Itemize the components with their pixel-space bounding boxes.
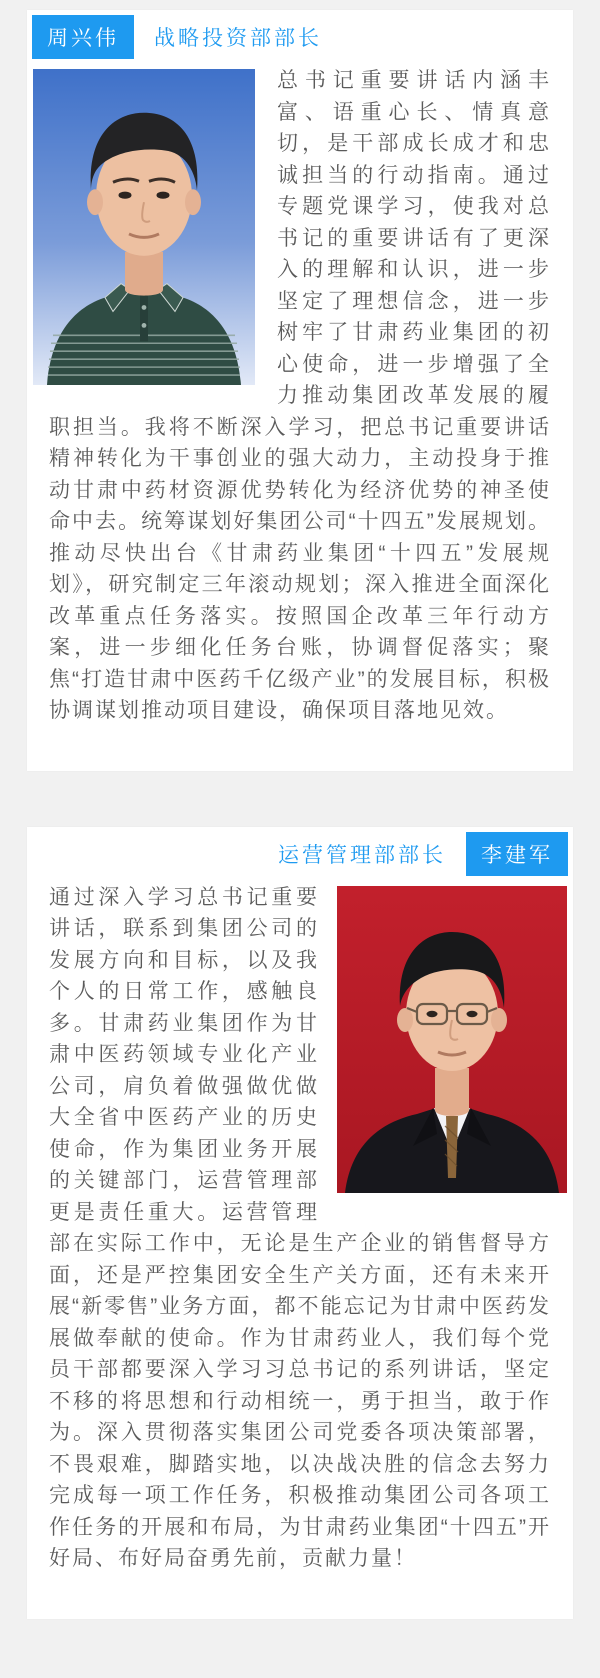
portrait-illustration — [337, 886, 567, 1193]
department-title: 战略投资部部长 — [154, 27, 322, 50]
statement-text: 通过深入学习总书记重要讲话，联系到集团公司的发展方向和目标，以及我个人的日常工作，感触良多。甘肃药业集团作为甘肃中医药领域专业化产业公司，肩负着做强做优做大全省中医药产业的历史使命，作为集团业务开展的关键部门，运营管理部更是责任重大。运营管理部在实际工作中，无论是生产企业的销售督导方面，还是严控集团安全生产关方面，还有未来开展“新零售”业务方面，都不能忘记为甘肃中医药发展做奉献的使命。作为甘肃药业人，我们每个党员干部都要深入学习习总书记的系列讲话，坚定不移的将思想和行动相统一，勇于担当，敢于作为。深入贯彻落实集团公司党委各项决策部署，不畏艰难，脚踏实地，以决战决胜的信念去努力完成每一项工作任务，积极推动集团公司各项工作任务的开展和布局，为甘肃药业集团“十四五”开好局、布好局奋勇先前，贡献力量！ — [49, 885, 551, 1570]
portrait-illustration — [33, 69, 255, 385]
statement-text-block — [49, 65, 551, 771]
statement-text-block — [49, 882, 551, 1619]
name-badge: 周兴伟 — [32, 15, 134, 59]
name-badge: 李建军 — [466, 832, 568, 876]
profile-header — [27, 827, 573, 878]
portrait-photo-lijianjun — [337, 886, 567, 1193]
profile-card-zhouxingwei — [27, 10, 573, 771]
profile-card-lijianjun — [27, 827, 573, 1619]
portrait-photo-zhouxingwei — [33, 69, 255, 385]
profile-header — [27, 10, 573, 61]
statement-text: 总书记重要讲话内涵丰富、语重心长、情真意切，是干部成长成才和忠诚担当的行动指南。通过专题党课学习，使我对总书记的重要讲话有了更深入的理解和认识，进一步坚定了理想信念，进一步树牢了甘肃药业集团的初心使命，进一步增强了全力推动集团改革发展的履职担当。我将不断深入学习，把总书记重要讲话精神转化为干事创业的强大动力，主动投身于推动甘肃中药材资源优势转化为经济优势的神圣使命中去。统筹谋划好集团公司“十四五”发展规划。推动尽快出台《甘肃药业集团“十四五”发展规划》，研究制定三年滚动规划；深入推进全面深化改革重点任务落实。按照国企改革三年行动方案，进一步细化任务台账，协调督促落实；聚焦“打造甘肃中医药千亿级产业”的发展目标，积极协调谋划推动项目建设，确保项目落地见效。 — [49, 69, 551, 722]
department-title: 运营管理部部长 — [278, 843, 446, 867]
